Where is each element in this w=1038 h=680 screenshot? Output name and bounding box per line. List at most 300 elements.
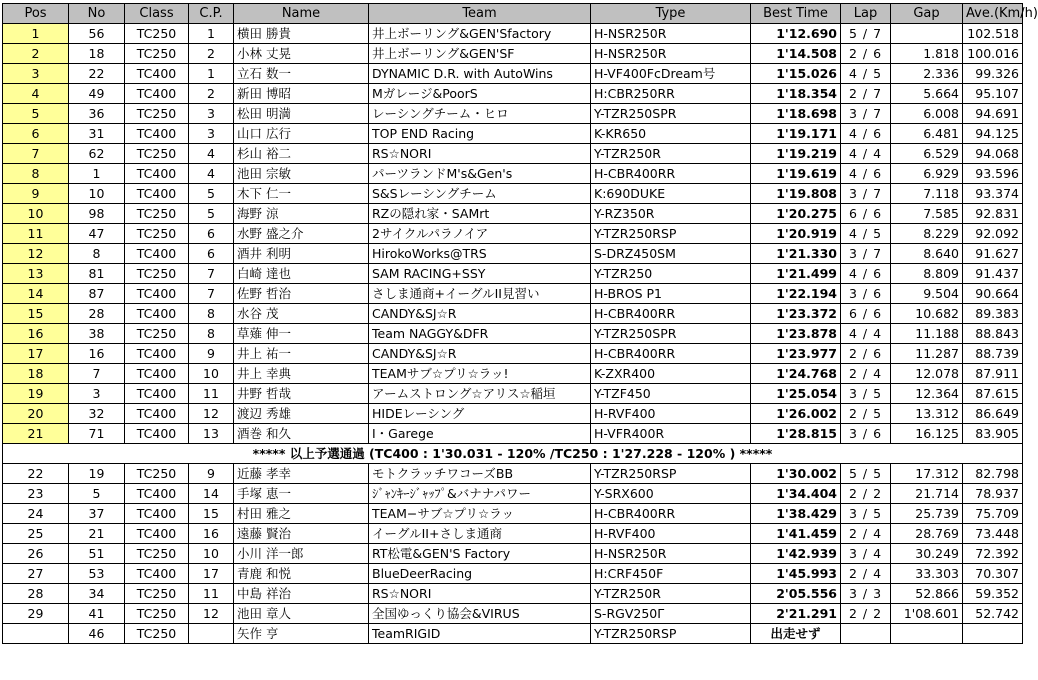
cell-best-time: 出走せず — [751, 624, 841, 644]
cell-no: 41 — [69, 604, 125, 624]
cell-pos: 9 — [3, 184, 69, 204]
cell-ave: 75.709 — [963, 504, 1023, 524]
cell-team: ｼﾞｬﾝｷｰｼﾞｬｯﾌﾟ&バナナパワー — [369, 484, 591, 504]
cell-gap: 33.303 — [891, 564, 963, 584]
cell-no: 34 — [69, 584, 125, 604]
table-row — [3, 44, 1023, 64]
cell-pos: 26 — [3, 544, 69, 564]
cell-best-time: 1'18.354 — [751, 84, 841, 104]
cell-best-time: 1'21.499 — [751, 264, 841, 284]
cell-gap: 1'08.601 — [891, 604, 963, 624]
cell-pos: 10 — [3, 204, 69, 224]
cell-cp: 15 — [189, 504, 234, 524]
cell-no: 21 — [69, 524, 125, 544]
table-row — [3, 64, 1023, 84]
cell-gap: 5.664 — [891, 84, 963, 104]
cell-team: HirokoWorks@TRS — [369, 244, 591, 264]
cell-class: TC250 — [125, 604, 189, 624]
cell-name: 水谷 茂 — [234, 304, 369, 324]
cell-name: 佐野 哲治 — [234, 284, 369, 304]
col-header-pos: Pos — [3, 4, 69, 24]
cell-cp: 2 — [189, 84, 234, 104]
cell-pos: 12 — [3, 244, 69, 264]
cell-gap: 8.229 — [891, 224, 963, 244]
cell-best-time: 1'25.054 — [751, 384, 841, 404]
col-header-gap: Gap — [891, 4, 963, 24]
table-row — [3, 364, 1023, 384]
cell-lap: 3 / 6 — [841, 284, 891, 304]
cell-no: 32 — [69, 404, 125, 424]
cell-ave: 93.374 — [963, 184, 1023, 204]
cell-team: BlueDeerRacing — [369, 564, 591, 584]
cell-gap: 9.504 — [891, 284, 963, 304]
cell-class: TC400 — [125, 524, 189, 544]
cell-gap: 17.312 — [891, 464, 963, 484]
cell-no: 36 — [69, 104, 125, 124]
cell-type: S-RGV250Γ — [591, 604, 751, 624]
cell-cp: 7 — [189, 264, 234, 284]
cell-lap: 2 / 6 — [841, 344, 891, 364]
cell-gap: 28.769 — [891, 524, 963, 544]
cell-lap: 3 / 3 — [841, 584, 891, 604]
cell-type: H-VFR400R — [591, 424, 751, 444]
table-row — [3, 104, 1023, 124]
cell-ave: 88.739 — [963, 344, 1023, 364]
table-row — [3, 124, 1023, 144]
cell-type: H-CBR400RR — [591, 504, 751, 524]
col-header-ave: Ave.(Km/h) — [963, 4, 1023, 24]
cell-cp: 10 — [189, 364, 234, 384]
cell-team: さしま通商+イーグルII見習い — [369, 284, 591, 304]
cell-no: 49 — [69, 84, 125, 104]
table-row — [3, 564, 1023, 584]
cell-ave: 87.615 — [963, 384, 1023, 404]
cell-no: 81 — [69, 264, 125, 284]
cell-type: Y-TZR250SPR — [591, 104, 751, 124]
cell-class: TC400 — [125, 84, 189, 104]
cell-ave: 92.831 — [963, 204, 1023, 224]
cell-no: 22 — [69, 64, 125, 84]
cell-no: 37 — [69, 504, 125, 524]
cell-gap: 12.364 — [891, 384, 963, 404]
cell-cp: 6 — [189, 244, 234, 264]
cell-team: TEAM−サブ☆プリ☆ラッ — [369, 504, 591, 524]
cell-cp: 9 — [189, 344, 234, 364]
cell-team: 2サイクルパラノイア — [369, 224, 591, 244]
table-row — [3, 524, 1023, 544]
cell-lap: 4 / 5 — [841, 64, 891, 84]
cell-pos: 15 — [3, 304, 69, 324]
cell-class: TC250 — [125, 24, 189, 44]
cell-type: H-NSR250R — [591, 44, 751, 64]
cell-cp: 9 — [189, 464, 234, 484]
qualifier-note-row — [3, 444, 1023, 464]
cell-ave: 95.107 — [963, 84, 1023, 104]
cell-team: レーシングチーム・ヒロ — [369, 104, 591, 124]
cell-best-time: 1'26.002 — [751, 404, 841, 424]
cell-team: イーグルII+さしま通商 — [369, 524, 591, 544]
col-header-no: No — [69, 4, 125, 24]
cell-ave: 72.392 — [963, 544, 1023, 564]
cell-lap: 3 / 7 — [841, 184, 891, 204]
cell-pos: 6 — [3, 124, 69, 144]
cell-cp: 12 — [189, 404, 234, 424]
cell-best-time: 1'19.219 — [751, 144, 841, 164]
cell-best-time: 1'30.002 — [751, 464, 841, 484]
cell-name: 草薙 伸一 — [234, 324, 369, 344]
cell-best-time: 2'05.556 — [751, 584, 841, 604]
table-row — [3, 144, 1023, 164]
table-row — [3, 584, 1023, 604]
cell-best-time: 1'41.459 — [751, 524, 841, 544]
table-row — [3, 484, 1023, 504]
cell-class: TC400 — [125, 504, 189, 524]
cell-best-time: 1'23.977 — [751, 344, 841, 364]
cell-ave: 88.843 — [963, 324, 1023, 344]
cell-best-time: 1'19.808 — [751, 184, 841, 204]
cell-name: 中島 祥治 — [234, 584, 369, 604]
cell-ave: 82.798 — [963, 464, 1023, 484]
table-row — [3, 304, 1023, 324]
cell-no: 62 — [69, 144, 125, 164]
cell-team: CANDY&SJ☆R — [369, 304, 591, 324]
cell-best-time: 1'15.026 — [751, 64, 841, 84]
cell-type: Y-TZR250R — [591, 144, 751, 164]
cell-gap: 2.336 — [891, 64, 963, 84]
cell-gap: 7.118 — [891, 184, 963, 204]
cell-best-time: 1'23.878 — [751, 324, 841, 344]
cell-cp: 11 — [189, 384, 234, 404]
cell-cp: 7 — [189, 284, 234, 304]
cell-type: K-KR650 — [591, 124, 751, 144]
cell-no: 5 — [69, 484, 125, 504]
cell-name: 山口 広行 — [234, 124, 369, 144]
table-row — [3, 264, 1023, 284]
cell-pos: 23 — [3, 484, 69, 504]
cell-type: H-CBR400RR — [591, 304, 751, 324]
cell-gap — [891, 24, 963, 44]
cell-lap: 4 / 5 — [841, 224, 891, 244]
cell-name: 井上 祐一 — [234, 344, 369, 364]
col-header-type: Type — [591, 4, 751, 24]
cell-cp: 4 — [189, 164, 234, 184]
results-bottom — [3, 464, 1023, 644]
cell-cp: 16 — [189, 524, 234, 544]
cell-team: アームストロング☆アリス☆稲垣 — [369, 384, 591, 404]
cell-cp — [189, 624, 234, 644]
cell-no: 87 — [69, 284, 125, 304]
cell-ave: 94.691 — [963, 104, 1023, 124]
cell-pos: 13 — [3, 264, 69, 284]
cell-no: 28 — [69, 304, 125, 324]
cell-ave: 52.742 — [963, 604, 1023, 624]
cell-no: 19 — [69, 464, 125, 484]
cell-pos: 5 — [3, 104, 69, 124]
table-row — [3, 344, 1023, 364]
cell-gap: 1.818 — [891, 44, 963, 64]
cell-lap: 2 / 7 — [841, 84, 891, 104]
table-row — [3, 184, 1023, 204]
cell-ave: 78.937 — [963, 484, 1023, 504]
cell-best-time: 1'20.275 — [751, 204, 841, 224]
cell-cp: 6 — [189, 224, 234, 244]
cell-lap: 2 / 2 — [841, 484, 891, 504]
cell-lap: 6 / 6 — [841, 304, 891, 324]
results-table — [2, 3, 1038, 644]
cell-no: 98 — [69, 204, 125, 224]
cell-pos: 8 — [3, 164, 69, 184]
cell-gap: 6.929 — [891, 164, 963, 184]
cell-no: 18 — [69, 44, 125, 64]
cell-no: 1 — [69, 164, 125, 184]
col-header-class: Class — [125, 4, 189, 24]
cell-pos: 19 — [3, 384, 69, 404]
cell-class: TC400 — [125, 64, 189, 84]
cell-team: Mガレージ&PoorS — [369, 84, 591, 104]
cell-team: TEAMサブ☆プリ☆ラッ! — [369, 364, 591, 384]
cell-class: TC400 — [125, 124, 189, 144]
cell-best-time: 2'21.291 — [751, 604, 841, 624]
cell-team: RS☆NORI — [369, 144, 591, 164]
cell-ave: 92.092 — [963, 224, 1023, 244]
cell-pos: 28 — [3, 584, 69, 604]
cell-type: Y-RZ350R — [591, 204, 751, 224]
cell-best-time: 1'38.429 — [751, 504, 841, 524]
cell-name: 松田 明満 — [234, 104, 369, 124]
cell-gap: 25.739 — [891, 504, 963, 524]
cell-type: Y-TZF450 — [591, 384, 751, 404]
cell-ave: 86.649 — [963, 404, 1023, 424]
cell-pos: 21 — [3, 424, 69, 444]
cell-cp: 3 — [189, 124, 234, 144]
cell-lap: 4 / 6 — [841, 124, 891, 144]
cell-lap: 2 / 4 — [841, 564, 891, 584]
cell-type: H-RVF400 — [591, 404, 751, 424]
table-row — [3, 84, 1023, 104]
table-row — [3, 404, 1023, 424]
cell-cp: 2 — [189, 44, 234, 64]
cell-team: RS☆NORI — [369, 584, 591, 604]
cell-name: 矢作 亨 — [234, 624, 369, 644]
cell-pos: 29 — [3, 604, 69, 624]
cell-best-time: 1'45.993 — [751, 564, 841, 584]
cell-type: H:CRF450F — [591, 564, 751, 584]
cell-class: TC400 — [125, 284, 189, 304]
cell-lap: 3 / 6 — [841, 424, 891, 444]
cell-best-time: 1'20.919 — [751, 224, 841, 244]
cell-team: SAM RACING+SSY — [369, 264, 591, 284]
cell-type: K:690DUKE — [591, 184, 751, 204]
cell-cp: 1 — [189, 64, 234, 84]
cell-type: S-DRZ450SM — [591, 244, 751, 264]
table-row — [3, 324, 1023, 344]
col-header-lap: Lap — [841, 4, 891, 24]
qualifier-note: ***** 以上予選通過 (TC400 : 1'30.031 - 120% /TC250 : 1'27.228 - 120% ) ***** — [3, 444, 1023, 464]
cell-gap: 7.585 — [891, 204, 963, 224]
cell-class: TC250 — [125, 224, 189, 244]
cell-type: H:CBR250RR — [591, 84, 751, 104]
cell-name: 酒巻 和久 — [234, 424, 369, 444]
col-header-team: Team — [369, 4, 591, 24]
cell-pos: 20 — [3, 404, 69, 424]
cell-ave: 73.448 — [963, 524, 1023, 544]
table-row — [3, 244, 1023, 264]
cell-lap: 5 / 5 — [841, 464, 891, 484]
cell-pos: 25 — [3, 524, 69, 544]
cell-no: 38 — [69, 324, 125, 344]
cell-team: Team NAGGY&DFR — [369, 324, 591, 344]
cell-pos: 17 — [3, 344, 69, 364]
cell-lap: 4 / 6 — [841, 164, 891, 184]
cell-cp: 5 — [189, 184, 234, 204]
cell-class: TC400 — [125, 164, 189, 184]
cell-lap: 3 / 5 — [841, 504, 891, 524]
cell-ave: 70.307 — [963, 564, 1023, 584]
cell-gap: 30.249 — [891, 544, 963, 564]
cell-no: 56 — [69, 24, 125, 44]
cell-pos: 1 — [3, 24, 69, 44]
cell-best-time: 1'23.372 — [751, 304, 841, 324]
cell-team: 井上ボーリング&GEN'Sfactory — [369, 24, 591, 44]
cell-type: K-ZXR400 — [591, 364, 751, 384]
cell-team: HIDEレーシング — [369, 404, 591, 424]
cell-no: 53 — [69, 564, 125, 584]
cell-ave: 94.125 — [963, 124, 1023, 144]
cell-lap: 4 / 4 — [841, 144, 891, 164]
cell-pos: 18 — [3, 364, 69, 384]
cell-no: 10 — [69, 184, 125, 204]
cell-name: 渡辺 秀雄 — [234, 404, 369, 424]
cell-no: 51 — [69, 544, 125, 564]
cell-class: TC400 — [125, 304, 189, 324]
cell-gap: 8.809 — [891, 264, 963, 284]
cell-name: 青鹿 和悦 — [234, 564, 369, 584]
cell-type: H-NSR250R — [591, 24, 751, 44]
cell-type: Y-SRX600 — [591, 484, 751, 504]
cell-type: H-NSR250R — [591, 544, 751, 564]
cell-cp: 8 — [189, 324, 234, 344]
cell-team: CANDY&SJ☆R — [369, 344, 591, 364]
cell-type: H-BROS P1 — [591, 284, 751, 304]
cell-best-time: 1'14.508 — [751, 44, 841, 64]
cell-name: 小林 丈晃 — [234, 44, 369, 64]
cell-best-time: 1'28.815 — [751, 424, 841, 444]
cell-ave: 83.905 — [963, 424, 1023, 444]
cell-class: TC400 — [125, 484, 189, 504]
col-header-best-time: Best Time — [751, 4, 841, 24]
cell-pos — [3, 624, 69, 644]
cell-gap: 6.529 — [891, 144, 963, 164]
cell-cp: 11 — [189, 584, 234, 604]
cell-lap: 2 / 2 — [841, 604, 891, 624]
cell-lap: 3 / 4 — [841, 544, 891, 564]
cell-lap: 3 / 5 — [841, 384, 891, 404]
col-header-cp: C.P. — [189, 4, 234, 24]
cell-type: Y-TZR250 — [591, 264, 751, 284]
cell-best-time: 1'22.194 — [751, 284, 841, 304]
cell-type: H-RVF400 — [591, 524, 751, 544]
cell-class: TC250 — [125, 144, 189, 164]
cell-team: パーツランドM's&Gen's — [369, 164, 591, 184]
cell-ave: 91.437 — [963, 264, 1023, 284]
cell-team: モトクラッチワコーズBB — [369, 464, 591, 484]
cell-no: 16 — [69, 344, 125, 364]
cell-cp: 8 — [189, 304, 234, 324]
cell-pos: 3 — [3, 64, 69, 84]
cell-best-time: 1'42.939 — [751, 544, 841, 564]
cell-lap: 4 / 4 — [841, 324, 891, 344]
cell-name: 遠藤 賢治 — [234, 524, 369, 544]
cell-gap: 13.312 — [891, 404, 963, 424]
cell-pos: 7 — [3, 144, 69, 164]
cell-type: H-VF400FcDream号 — [591, 64, 751, 84]
cell-name: 井上 幸典 — [234, 364, 369, 384]
cell-no: 8 — [69, 244, 125, 264]
qualifier-separator — [3, 444, 1023, 464]
cell-lap: 3 / 7 — [841, 244, 891, 264]
cell-type: H-CBR400RR — [591, 164, 751, 184]
table-row — [3, 604, 1023, 624]
cell-no: 46 — [69, 624, 125, 644]
cell-best-time: 1'24.768 — [751, 364, 841, 384]
cell-team: TOP END Racing — [369, 124, 591, 144]
cell-lap: 2 / 4 — [841, 364, 891, 384]
cell-pos: 24 — [3, 504, 69, 524]
table-row — [3, 464, 1023, 484]
cell-name: 杉山 裕二 — [234, 144, 369, 164]
cell-best-time: 1'21.330 — [751, 244, 841, 264]
cell-gap: 11.188 — [891, 324, 963, 344]
cell-team: TeamRIGID — [369, 624, 591, 644]
header-row — [3, 4, 1023, 24]
cell-gap: 6.008 — [891, 104, 963, 124]
cell-class: TC250 — [125, 104, 189, 124]
cell-gap: 11.287 — [891, 344, 963, 364]
cell-lap: 6 / 6 — [841, 204, 891, 224]
cell-name: 木下 仁一 — [234, 184, 369, 204]
cell-class: TC250 — [125, 464, 189, 484]
cell-pos: 22 — [3, 464, 69, 484]
table-row — [3, 384, 1023, 404]
cell-ave: 100.016 — [963, 44, 1023, 64]
cell-class: TC400 — [125, 244, 189, 264]
cell-best-time: 1'19.619 — [751, 164, 841, 184]
cell-ave — [963, 624, 1023, 644]
cell-gap: 10.682 — [891, 304, 963, 324]
cell-team: RZの隠れ家・SAMrt — [369, 204, 591, 224]
cell-cp: 12 — [189, 604, 234, 624]
cell-cp: 1 — [189, 24, 234, 44]
table-row — [3, 24, 1023, 44]
cell-class: TC250 — [125, 204, 189, 224]
cell-class: TC250 — [125, 44, 189, 64]
cell-class: TC400 — [125, 424, 189, 444]
cell-no: 31 — [69, 124, 125, 144]
cell-ave: 90.664 — [963, 284, 1023, 304]
cell-ave: 87.911 — [963, 364, 1023, 384]
cell-pos: 16 — [3, 324, 69, 344]
table-row — [3, 204, 1023, 224]
cell-class: TC250 — [125, 544, 189, 564]
cell-no: 7 — [69, 364, 125, 384]
cell-pos: 27 — [3, 564, 69, 584]
table-row — [3, 544, 1023, 564]
table-row — [3, 624, 1023, 644]
cell-name: 新田 博昭 — [234, 84, 369, 104]
cell-name: 立石 数一 — [234, 64, 369, 84]
cell-best-time: 1'19.171 — [751, 124, 841, 144]
cell-cp: 4 — [189, 144, 234, 164]
